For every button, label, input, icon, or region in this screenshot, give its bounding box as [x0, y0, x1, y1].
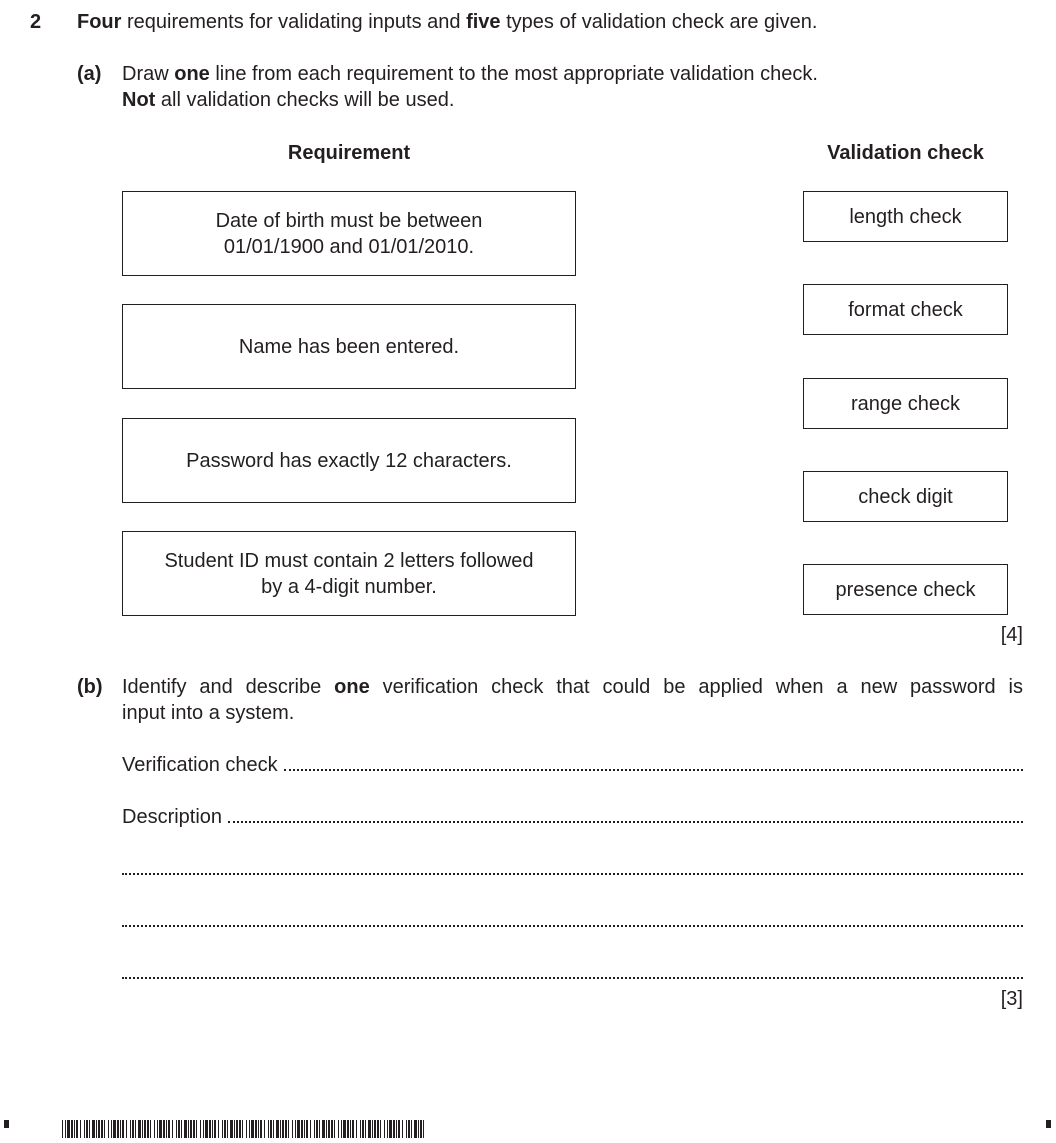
answer-line[interactable] [122, 855, 1023, 881]
barcode-bar [292, 1120, 293, 1138]
barcode-bar [423, 1120, 424, 1138]
requirement-text [164, 548, 533, 600]
stem-part: requirements for validating inputs and [121, 11, 467, 33]
barcode-bar [246, 1120, 247, 1138]
instruction-part: all validation checks will be used. [155, 89, 455, 111]
check-box-check-digit[interactable] [803, 471, 1008, 522]
barcode-bar [101, 1120, 103, 1138]
barcode-bar [84, 1120, 85, 1138]
barcode-bar [157, 1120, 158, 1138]
barcode-bar [212, 1120, 213, 1138]
barcode-bar [251, 1120, 254, 1138]
check-label: check digit [858, 485, 953, 508]
barcode-bar [214, 1120, 216, 1138]
check-box-length-check[interactable] [803, 191, 1008, 242]
barcode-bar [184, 1120, 187, 1138]
instruction-part: one [174, 63, 210, 85]
barcode-bar [418, 1120, 419, 1138]
barcode-bar [374, 1120, 376, 1138]
barcode-bar [304, 1120, 305, 1138]
barcode-bar [200, 1120, 201, 1138]
barcode-bar [242, 1120, 243, 1138]
requirement-line: Student ID must contain 2 letters followed [164, 549, 534, 572]
part-b-marks: [3] [1000, 988, 1023, 1010]
part-b-label: (b) [77, 676, 103, 698]
barcode-bar [138, 1120, 141, 1138]
instruction-part: Identify and describe [122, 676, 335, 698]
barcode-bar [111, 1120, 112, 1138]
requirement-text [216, 208, 483, 260]
barcode-bar [176, 1120, 177, 1138]
requirement-line: by a 4-digit number. [261, 575, 437, 598]
barcode [62, 1120, 424, 1138]
barcode-bar [227, 1120, 228, 1138]
barcode-bar [188, 1120, 189, 1138]
barcode-bar [147, 1120, 149, 1138]
barcode-bar [268, 1120, 269, 1138]
part-b-instruction-line2: input into a system. [122, 702, 295, 724]
barcode-bar [297, 1120, 300, 1138]
barcode-bar [89, 1120, 90, 1138]
barcode-bar [234, 1120, 235, 1138]
barcode-bar [338, 1120, 339, 1138]
requirement-box-date-of-birth[interactable] [122, 191, 576, 276]
answer-dots [122, 907, 1023, 927]
registration-mark-right [1046, 1120, 1051, 1128]
barcode-bar [132, 1120, 134, 1138]
barcode-bar [295, 1120, 296, 1138]
part-a-instruction-line2 [122, 87, 454, 113]
instruction-part: line from each requirement to the most appropriate validation check. [209, 63, 818, 85]
question-stem [77, 9, 817, 35]
barcode-bar [239, 1120, 241, 1138]
barcode-bar [154, 1120, 155, 1138]
barcode-bar [414, 1120, 417, 1138]
barcode-bar [178, 1120, 180, 1138]
barcode-bar [65, 1120, 66, 1138]
barcode-bar [74, 1120, 75, 1138]
barcode-bar [249, 1120, 250, 1138]
barcode-bar [92, 1120, 95, 1138]
barcode-bar [285, 1120, 287, 1138]
barcode-bar [314, 1120, 315, 1138]
barcode-bar [236, 1120, 238, 1138]
barcode-bar [380, 1120, 381, 1138]
barcode-bar [306, 1120, 308, 1138]
answer-line[interactable] [122, 907, 1023, 933]
barcode-bar [62, 1120, 63, 1138]
barcode-bar [387, 1120, 388, 1138]
barcode-bar [365, 1120, 366, 1138]
barcode-bar [222, 1120, 223, 1138]
barcode-bar [396, 1120, 397, 1138]
check-label: presence check [835, 578, 976, 601]
instruction-part: one [334, 676, 370, 698]
barcode-bar [393, 1120, 395, 1138]
barcode-bar [205, 1120, 208, 1138]
barcode-bar [108, 1120, 109, 1138]
requirement-line: Name has been entered. [238, 335, 460, 358]
barcode-bar [360, 1120, 361, 1138]
barcode-bar [341, 1120, 342, 1138]
barcode-bar [282, 1120, 284, 1138]
barcode-bar [144, 1120, 146, 1138]
part-b-instruction-line1 [122, 674, 1023, 700]
barcode-bar [316, 1120, 318, 1138]
barcode-bar [120, 1120, 121, 1138]
barcode-bar [420, 1120, 422, 1138]
requirement-box-name[interactable] [122, 304, 576, 389]
instruction-part: verification check that could be applied when a new password is [369, 676, 1023, 698]
requirement-box-password[interactable] [122, 418, 576, 503]
barcode-bar [356, 1120, 357, 1138]
barcode-bar [150, 1120, 151, 1138]
part-a-label: (a) [77, 63, 102, 85]
barcode-bar [190, 1120, 192, 1138]
barcode-bar [172, 1120, 173, 1138]
barcode-bar [352, 1120, 354, 1138]
stem-part: types of validation check are given. [500, 11, 818, 33]
barcode-bar [203, 1120, 204, 1138]
barcode-bar [276, 1120, 279, 1138]
check-label: format check [848, 298, 963, 321]
requirement-box-student-id[interactable] [122, 531, 576, 616]
barcode-bar [71, 1120, 73, 1138]
barcode-bar [260, 1120, 262, 1138]
check-box-presence-check[interactable] [803, 564, 1008, 615]
validation-check-heading: Validation check [827, 142, 984, 164]
requirement-line: Date of birth must be between [215, 209, 483, 232]
instruction-part: Draw [122, 63, 175, 85]
check-box-range-check[interactable] [803, 378, 1008, 429]
barcode-bar [135, 1120, 136, 1138]
barcode-bar [142, 1120, 143, 1138]
question-number: 2 [30, 11, 42, 33]
barcode-bar [270, 1120, 272, 1138]
barcode-bar [319, 1120, 320, 1138]
stem-part: five [466, 11, 501, 33]
barcode-bar [67, 1120, 70, 1138]
answer-dots [122, 855, 1023, 875]
barcode-bar [104, 1120, 105, 1138]
barcode-bar [168, 1120, 170, 1138]
description-label: Description [122, 806, 223, 828]
answer-dots [122, 959, 1023, 979]
barcode-bar [411, 1120, 412, 1138]
barcode-bar [76, 1120, 78, 1138]
barcode-bar [113, 1120, 116, 1138]
barcode-bar [368, 1120, 371, 1138]
part-a-instruction-line1 [122, 61, 818, 87]
barcode-bar [193, 1120, 195, 1138]
part-a-marks: [4] [1000, 624, 1023, 646]
barcode-bar [398, 1120, 400, 1138]
barcode-bar [347, 1120, 349, 1138]
verification-check-answer-line[interactable] [122, 751, 1023, 777]
barcode-bar [372, 1120, 373, 1138]
barcode-bar [331, 1120, 333, 1138]
barcode-bar [402, 1120, 403, 1138]
barcode-bar [384, 1120, 385, 1138]
check-box-format-check[interactable] [803, 284, 1008, 335]
requirement-line: Password has exactly 12 characters. [186, 449, 512, 472]
answer-line[interactable] [122, 959, 1023, 985]
barcode-bar [230, 1120, 233, 1138]
barcode-bar [159, 1120, 162, 1138]
check-label: length check [849, 205, 962, 228]
barcode-bar [264, 1120, 265, 1138]
requirement-heading: Requirement [287, 142, 411, 164]
barcode-bar [117, 1120, 119, 1138]
answer-dots [284, 751, 1023, 771]
barcode-bar [126, 1120, 127, 1138]
barcode-bar [408, 1120, 410, 1138]
barcode-bar [326, 1120, 327, 1138]
barcode-bar [273, 1120, 274, 1138]
barcode-bar [209, 1120, 211, 1138]
barcode-bar [224, 1120, 226, 1138]
barcode-bar [181, 1120, 182, 1138]
registration-mark-left [4, 1120, 9, 1128]
check-label: range check [851, 392, 960, 415]
barcode-bar [98, 1120, 100, 1138]
barcode-bar [377, 1120, 379, 1138]
stem-part: Four [77, 11, 122, 33]
barcode-bar [350, 1120, 351, 1138]
barcode-bar [130, 1120, 131, 1138]
barcode-bar [258, 1120, 259, 1138]
description-answer-line[interactable] [122, 803, 1023, 829]
barcode-bar [86, 1120, 88, 1138]
barcode-bar [196, 1120, 197, 1138]
barcode-bar [328, 1120, 330, 1138]
barcode-bar [218, 1120, 219, 1138]
answer-dots [228, 803, 1023, 823]
verification-check-label: Verification check [122, 754, 278, 776]
barcode-bar [334, 1120, 335, 1138]
barcode-bar [389, 1120, 392, 1138]
barcode-bar [166, 1120, 167, 1138]
barcode-bar [255, 1120, 257, 1138]
barcode-bar [362, 1120, 364, 1138]
barcode-bar [80, 1120, 81, 1138]
instruction-part: Not [122, 89, 156, 111]
barcode-bar [322, 1120, 325, 1138]
barcode-bar [310, 1120, 311, 1138]
barcode-bar [280, 1120, 281, 1138]
barcode-bar [301, 1120, 303, 1138]
requirement-line: 01/01/1900 and 01/01/2010. [223, 235, 475, 258]
barcode-bar [163, 1120, 165, 1138]
barcode-bar [343, 1120, 346, 1138]
barcode-bar [406, 1120, 407, 1138]
barcode-bar [288, 1120, 289, 1138]
barcode-bar [122, 1120, 124, 1138]
barcode-bar [96, 1120, 97, 1138]
